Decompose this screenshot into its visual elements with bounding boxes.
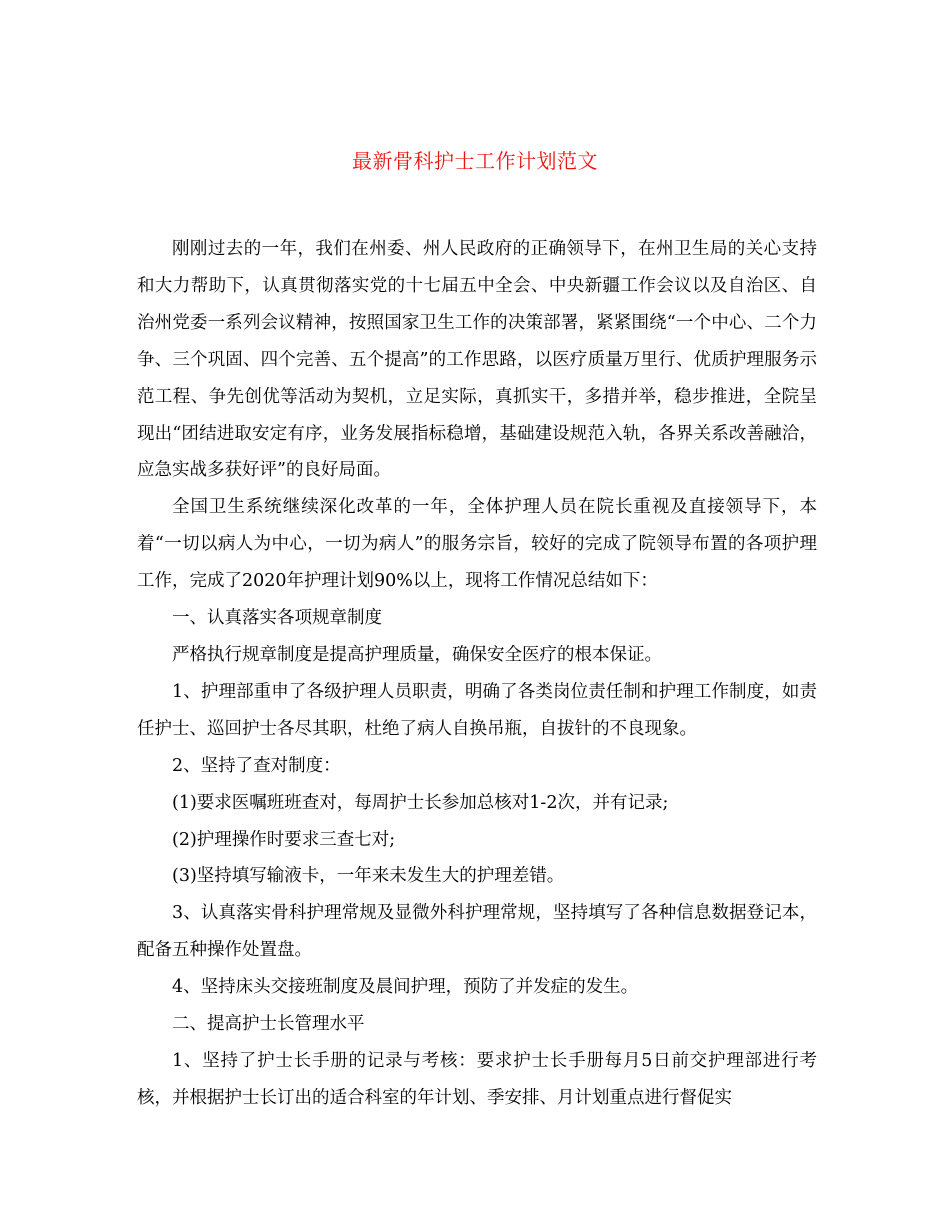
- paragraph-summary: 全国卫生系统继续深化改革的一年，全体护理人员在院长重视及直接领导下，本着“一切以病人为中心，一切为病人”的服务宗旨，较好的完成了院领导布置的各项护理工作，完成了2020年护理计划90%以上，现将工作情况总结如下：: [137, 497, 817, 592]
- section-heading-2: 二、提高护士长管理水平: [172, 1014, 365, 1035]
- paragraph-intro: 刚刚过去的一年，我们在州委、州人民政府的正确领导下，在州卫生局的关心支持和大力帮助下，认真贯彻落实党的十七届五中全会、中央新疆工作会议以及自治区、自治州党委一系列会议精神，按照国家卫生工作的决策部署，紧紧围绕“一个中心、二个力争、三个巩固、四个完善、五个提高”的工作思路，以医疗质量万里行、优质护理服务示范工程、争先创优等活动为契机，立足实际，真抓实干，多措并举，稳步推进，全院呈现出“团结进取安定有序，业务发展指标稳增，基础建设规范入轨，各界关系改善融洽，应急实战多获好评”的良好局面。: [137, 239, 817, 481]
- list-item-4: 4、坚持床头交接班制度及晨间护理，预防了并发症的发生。: [172, 977, 639, 998]
- list-item-3: 3、认真落实骨科护理常规及显微外科护理常规，坚持填写了各种信息数据登记本，配备五种操作处置盘。: [137, 903, 817, 961]
- list-item-2: 2、坚持了查对制度：: [172, 755, 341, 776]
- sub-item-1: (1)要求医嘱班班查对，每周护士长参加总核对1-2次，并有记录;: [172, 792, 669, 813]
- document-title: 最新骨科护士工作计划范文: [352, 149, 598, 173]
- sub-item-2: (2)护理操作时要求三查七对;: [172, 829, 396, 850]
- sub-item-3: (3)坚持填写输液卡，一年来未发生大的护理差错。: [172, 866, 565, 887]
- paragraph-rules: 严格执行规章制度是提高护理质量，确保安全医疗的根本保证。: [172, 644, 662, 665]
- document-body: [137, 231, 817, 1117]
- section-heading-1: 一、认真落实各项规章制度: [172, 608, 382, 629]
- list-item-1: 1、护理部重申了各级护理人员职责，明确了各类岗位责任制和护理工作制度，如责任护士、巡回护士各尽其职，杜绝了病人自换吊瓶，自拔针的不良现象。: [137, 681, 817, 739]
- list-item-5: 1、坚持了护士长手册的记录与考核：要求护士长手册每月5日前交护理部进行考核，并根据护士长订出的适合科室的年计划、季安排、月计划重点进行督促实: [137, 1050, 817, 1108]
